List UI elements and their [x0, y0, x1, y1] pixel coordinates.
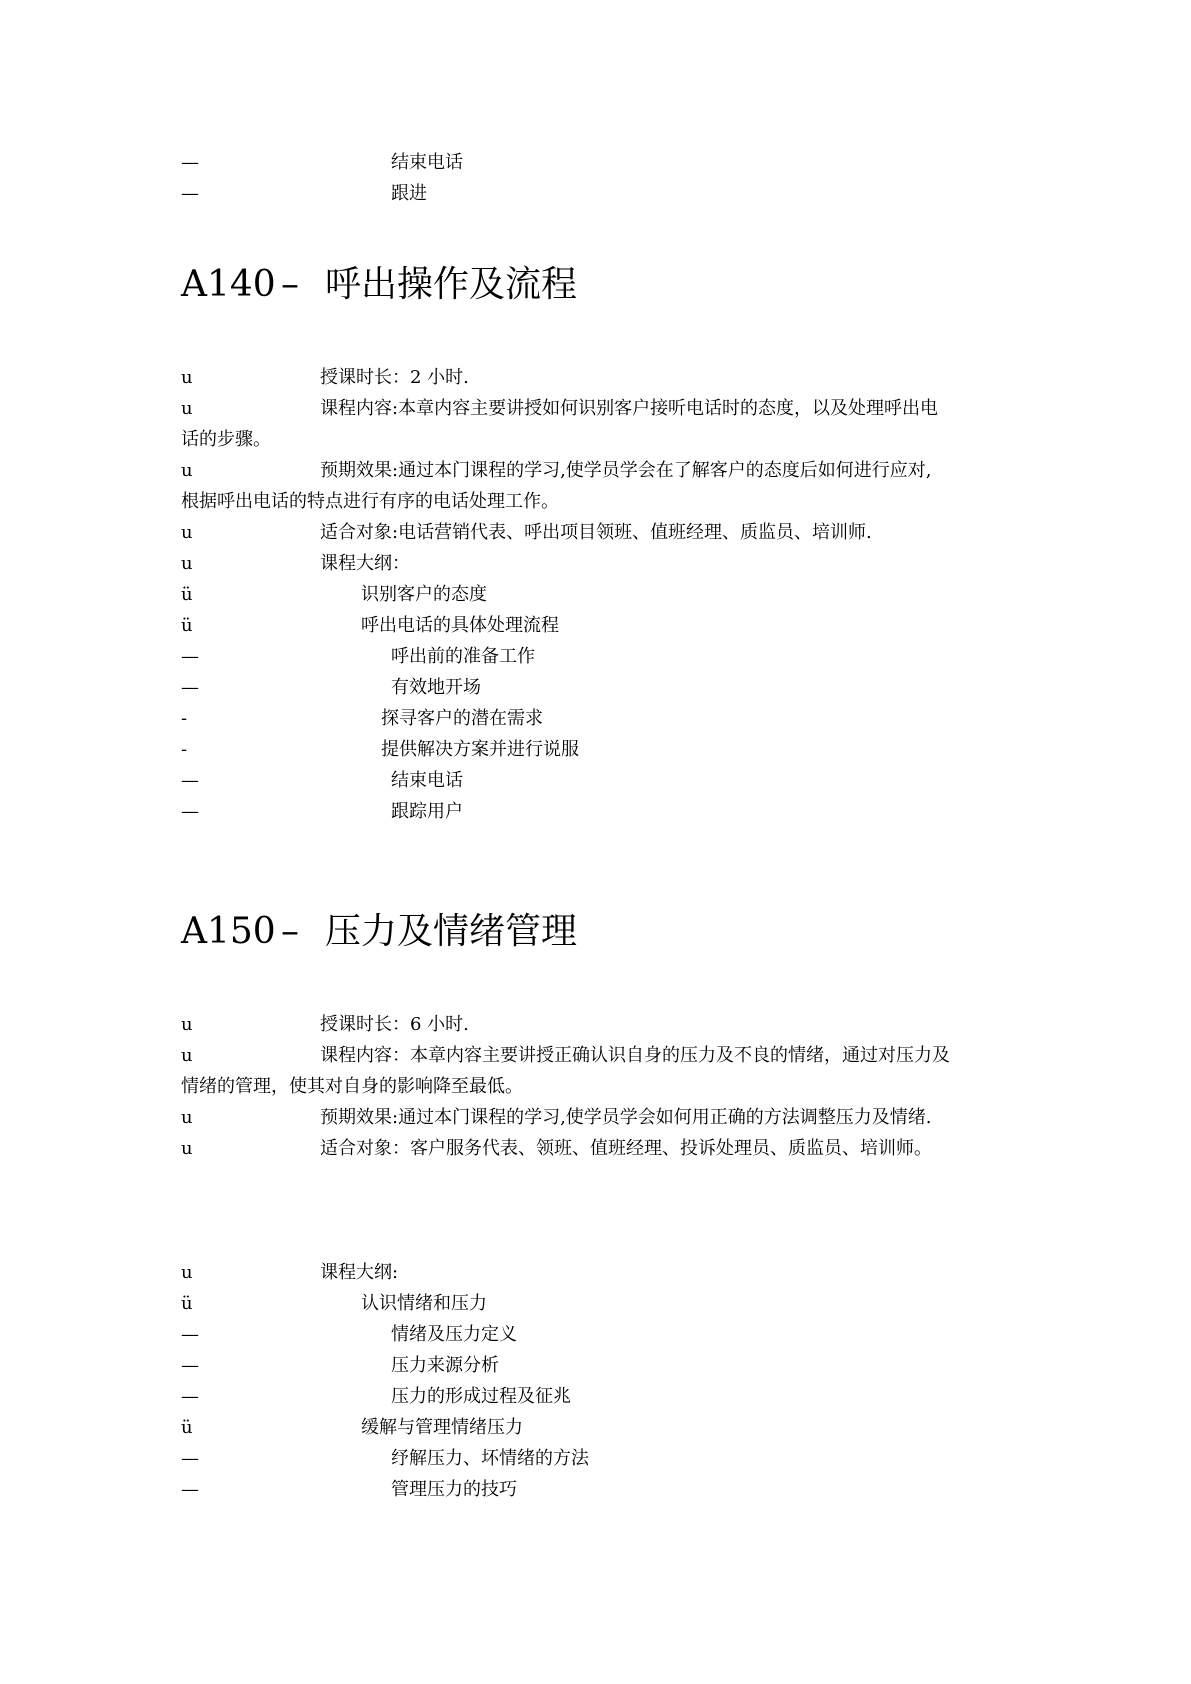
outline-item-text: 探寻客户的潜在需求	[381, 708, 543, 729]
outline-item-text: 结束电话	[391, 770, 463, 791]
section-code: A140	[181, 264, 276, 305]
section-heading	[181, 910, 577, 954]
dash-marker: —	[181, 1479, 199, 1500]
check-marker: ü	[181, 615, 193, 636]
list-item-text: 适合对象:电话营销代表、呼出项目领班、值班经理、质监员、培训师.	[320, 522, 872, 543]
section-title: 压力及情绪管理	[325, 911, 578, 952]
hyphen-marker: -	[181, 739, 188, 760]
outline-item-text: 认识情绪和压力	[361, 1293, 487, 1314]
list-item-continuation: 根据呼出电话的特点进行有序的电话处理工作。	[181, 491, 559, 512]
list-item-continuation: 话的步骤。	[181, 429, 271, 450]
dash-marker: —	[181, 183, 199, 204]
list-item-text: 跟进	[391, 183, 427, 204]
outline-item-text: 管理压力的技巧	[391, 1479, 517, 1500]
dash-marker: —	[181, 801, 199, 822]
outline-item-text: 压力的形成过程及征兆	[391, 1386, 571, 1407]
outline-item-text: 提供解决方案并进行说服	[381, 739, 579, 760]
list-item-text: 授课时长：6 小时.	[320, 1014, 469, 1035]
list-item-text: 预期效果:通过本门课程的学习,使学员学会在了解客户的态度后如何进行应对,	[320, 460, 932, 481]
dash-marker: —	[181, 677, 199, 698]
outline-item-text: 压力来源分析	[391, 1355, 499, 1376]
bullet-marker: u	[181, 460, 193, 481]
bullet-marker: u	[181, 367, 193, 388]
section-heading	[181, 263, 577, 307]
section-title: 呼出操作及流程	[325, 264, 578, 305]
outline-item-text: 识别客户的态度	[361, 584, 487, 605]
check-marker: ü	[181, 1293, 193, 1314]
dash-marker: —	[181, 152, 199, 173]
bullet-marker: u	[181, 1014, 193, 1035]
bullet-marker: u	[181, 522, 193, 543]
list-item-text: 结束电话	[391, 152, 463, 173]
list-item-text: 课程大纲:	[320, 1262, 399, 1283]
dash-marker: —	[181, 646, 199, 667]
section-code: A150	[181, 911, 276, 952]
list-item-text: 授课时长：2 小时.	[320, 367, 469, 388]
bullet-marker: u	[181, 398, 193, 419]
list-item-text: 课程内容:本章内容主要讲授如何识别客户接听电话时的态度，以及处理呼出电	[320, 398, 939, 419]
check-marker: ü	[181, 584, 193, 605]
bullet-marker: u	[181, 553, 193, 574]
outline-item-text: 呼出电话的具体处理流程	[361, 615, 559, 636]
dash-marker: —	[181, 770, 199, 791]
list-item-text: 课程内容：本章内容主要讲授正确认识自身的压力及不良的情绪，通过对压力及	[320, 1045, 950, 1066]
list-item-text: 适合对象：客户服务代表、领班、值班经理、投诉处理员、质监员、培训师。	[320, 1138, 932, 1159]
dash-marker: —	[181, 1448, 199, 1469]
hyphen-marker: -	[181, 708, 188, 729]
bullet-marker: u	[181, 1045, 193, 1066]
dash-marker: —	[181, 1386, 199, 1407]
list-item-text: 课程大纲：	[320, 553, 410, 574]
outline-item-text: 有效地开场	[391, 677, 481, 698]
bullet-marker: u	[181, 1262, 193, 1283]
dash-marker: —	[181, 1355, 199, 1376]
outline-item-text: 缓解与管理情绪压力	[361, 1417, 523, 1438]
bullet-marker: u	[181, 1138, 193, 1159]
bullet-marker: u	[181, 1107, 193, 1128]
list-item-text: 预期效果:通过本门课程的学习,使学员学会如何用正确的方法调整压力及情绪.	[320, 1107, 932, 1128]
outline-item-text: 纾解压力、坏情绪的方法	[391, 1448, 589, 1469]
dash-marker: —	[181, 1324, 199, 1345]
section-separator: –	[281, 911, 299, 952]
section-separator: –	[281, 264, 299, 305]
outline-item-text: 情绪及压力定义	[391, 1324, 517, 1345]
outline-item-text: 跟踪用户	[391, 801, 463, 822]
list-item-continuation: 情绪的管理，使其对自身的影响降至最低。	[181, 1076, 523, 1097]
check-marker: ü	[181, 1417, 193, 1438]
outline-item-text: 呼出前的准备工作	[391, 646, 535, 667]
